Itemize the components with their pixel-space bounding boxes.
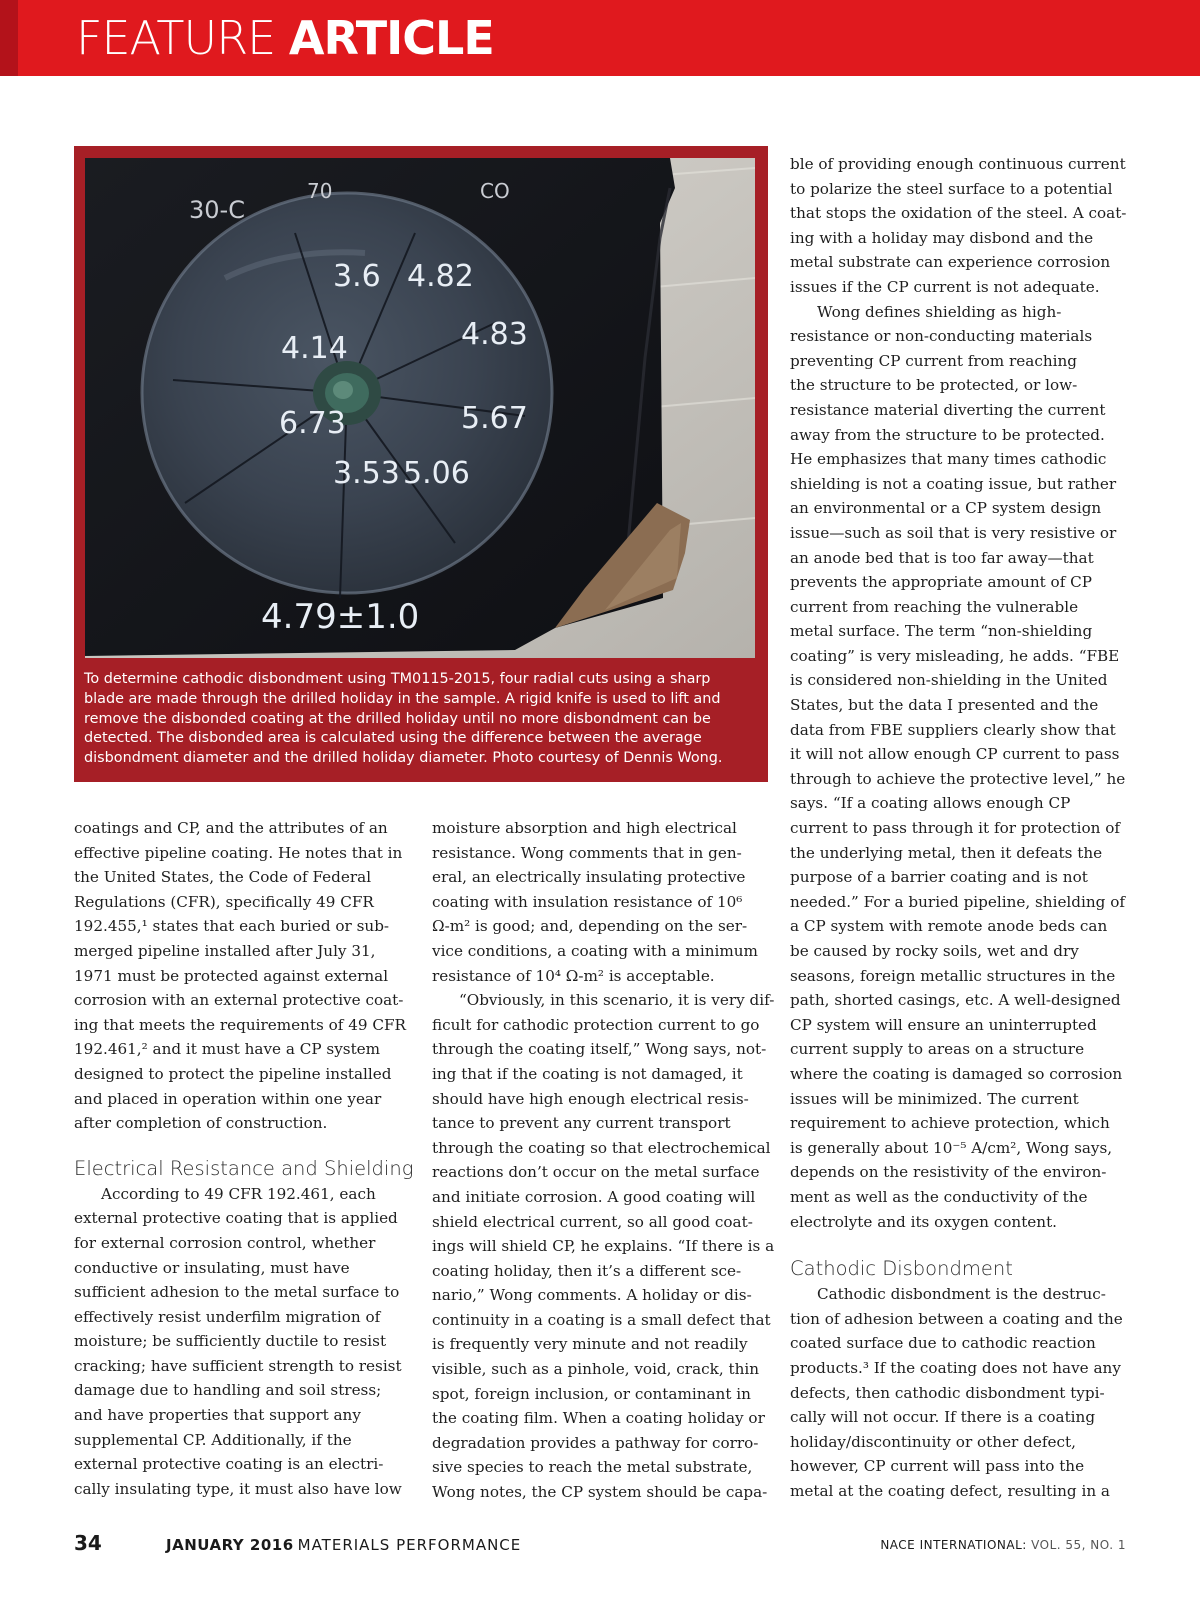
caption-line: detected. The disbonded area is calculated using the difference between the average: [84, 730, 702, 747]
text-line: current from reaching the vulnerable: [790, 597, 1079, 616]
text-line: ing with a holiday may disbond and the: [790, 228, 1094, 247]
text-line: Regulations (CFR), specifically 49 CFR: [74, 892, 374, 911]
text-line: “Obviously, in this scenario, it is very dif-: [459, 991, 775, 1010]
text-line: ings will shield CP, he explains. “If there is a: [432, 1237, 775, 1256]
text-line: spot, foreign inclusion, or contaminant in: [432, 1384, 751, 1403]
text-line: cally will not occur. If there is a coating: [790, 1408, 1096, 1427]
text-line: 192.455,¹ states that each buried or sub-: [74, 917, 390, 936]
text-line: metal surface. The term “non-shielding: [790, 622, 1093, 641]
text-line: resistance material diverting the current: [790, 400, 1106, 419]
text-line: products.³ If the coating does not have any: [790, 1358, 1121, 1377]
text-line: electrolyte and its oxygen content.: [790, 1212, 1058, 1231]
text-line: 192.461,² and it must have a CP system: [74, 1040, 381, 1059]
text-line: effectively resist underfilm migration of: [74, 1307, 381, 1326]
reading-7: 3.53: [333, 456, 400, 491]
text-line: data from FBE suppliers clearly show that: [790, 720, 1116, 739]
paragraph: [790, 300, 1130, 1235]
text-line: Wong notes, the CP system should be capa-: [432, 1483, 768, 1502]
publisher-line: [880, 1538, 1126, 1552]
issue-date: JANUARY 2016: [166, 1536, 294, 1554]
feature-banner: [0, 0, 1200, 76]
text-line: that stops the oxidation of the steel. A coat-: [790, 204, 1127, 223]
column-3: [790, 152, 1130, 1503]
text-line: metal at the coating defect, resulting in a: [790, 1481, 1110, 1500]
text-line: cally insulating type, it must also have low: [74, 1479, 402, 1498]
text-line: conductive or insulating, must have: [74, 1258, 350, 1277]
text-line: cracking; have sufficient strength to resist: [74, 1356, 402, 1375]
column-2: [432, 816, 775, 1505]
text-line: degradation provides a pathway for corro-: [432, 1433, 759, 1452]
reading-8: 5.06: [403, 456, 470, 491]
text-line: issue—such as soil that is very resistive or: [790, 523, 1117, 542]
figure: [74, 146, 768, 782]
publisher-org: NACE INTERNATIONAL:: [880, 1538, 1027, 1552]
text-line: through the coating so that electrochemical: [432, 1138, 771, 1157]
page-number: 34: [74, 1531, 102, 1555]
average-reading: 4.79±1.0: [261, 597, 420, 637]
magazine-name: MATERIALS PERFORMANCE: [297, 1536, 522, 1554]
text-line: eral, an electrically insulating protective: [432, 868, 746, 887]
text-line: tance to prevent any current transport: [432, 1114, 731, 1133]
section-heading: Electrical Resistance and Shielding: [74, 1156, 414, 1180]
volume-issue: VOL. 55, NO. 1: [1031, 1538, 1126, 1552]
text-line: issues if the CP current is not adequate.: [790, 277, 1100, 296]
text-line: the coating film. When a coating holiday or: [432, 1409, 765, 1428]
text-line: to polarize the steel surface to a potential: [790, 179, 1113, 198]
text-line: Ω-m² is good; and, depending on the ser-: [432, 917, 748, 936]
text-line: current to pass through it for protection of: [790, 819, 1121, 838]
text-line: visible, such as a pinhole, void, crack, thin: [432, 1360, 760, 1379]
text-line: for external corrosion control, whether: [74, 1233, 376, 1252]
section-heading: Cathodic Disbondment: [790, 1257, 1013, 1281]
text-line: the structure to be protected, or low-: [790, 376, 1078, 395]
paragraph: [74, 1182, 414, 1502]
text-line: designed to protect the pipeline installed: [74, 1064, 392, 1083]
text-line: says. “If a coating allows enough CP: [790, 794, 1071, 813]
issue-line: [166, 1536, 521, 1554]
text-line: CP system will ensure an uninterrupted: [790, 1015, 1097, 1034]
text-line: an anode bed that is too far away—that: [790, 548, 1094, 567]
text-line: preventing CP current from reaching: [790, 351, 1077, 370]
text-line: effective pipeline coating. He notes that in: [74, 843, 403, 862]
text-line: tion of adhesion between a coating and the: [790, 1309, 1123, 1328]
text-line: defects, then cathodic disbondment typi-: [790, 1383, 1105, 1402]
text-line: coating holiday, then it’s a different sce-: [432, 1261, 742, 1280]
figure-caption: [84, 670, 760, 769]
text-line: requirement to achieve protection, which: [790, 1114, 1110, 1133]
text-line: depends on the resistivity of the environ-: [790, 1163, 1107, 1182]
text-line: it will not allow enough CP current to pass: [790, 745, 1120, 764]
text-line: through to achieve the protective level,” he: [790, 769, 1126, 788]
text-line: sive species to reach the metal substrate,: [432, 1458, 753, 1477]
text-line: the United States, the Code of Federal: [74, 868, 372, 887]
text-line: He emphasizes that many times cathodic: [790, 450, 1107, 469]
corner-label: 30-C: [189, 196, 245, 224]
text-line: path, shorted casings, etc. A well-designed: [790, 991, 1121, 1010]
text-line: through the coating itself,” Wong says, not-: [432, 1040, 767, 1059]
text-line: external protective coating is an electri-: [74, 1455, 384, 1474]
text-line: the underlying metal, then it defeats the: [790, 843, 1103, 862]
text-line: issues will be minimized. The current: [790, 1089, 1079, 1108]
text-line: According to 49 CFR 192.461, each: [101, 1184, 376, 1203]
reading-5: 6.73: [279, 406, 346, 441]
text-line: holiday/discontinuity or other defect,: [790, 1432, 1076, 1451]
disbondment-sample-photo: [85, 158, 755, 658]
text-line: prevents the appropriate amount of CP: [790, 573, 1092, 592]
text-line: ficult for cathodic protection current to go: [432, 1015, 760, 1034]
banner-title-bold: ARTICLE: [288, 11, 494, 65]
text-line: sufficient adhesion to the metal surface to: [74, 1283, 400, 1302]
text-line: corrosion with an external protective coat-: [74, 991, 404, 1010]
text-line: shielding is not a coating issue, but rather: [790, 474, 1117, 493]
text-line: ing that if the coating is not damaged, it: [432, 1064, 743, 1083]
banner-title: [76, 12, 494, 64]
caption-line: disbondment diameter and the drilled holiday diameter. Photo courtesy of Dennis Wong.: [84, 750, 723, 767]
text-line: Wong defines shielding as high-: [817, 302, 1062, 321]
text-line: a CP system with remote anode beds can: [790, 917, 1108, 936]
text-line: States, but the data I presented and the: [790, 696, 1099, 715]
text-line: moisture; be sufficiently ductile to resist: [74, 1332, 387, 1351]
text-line: and have properties that support any: [74, 1406, 361, 1425]
text-line: merged pipeline installed after July 31,: [74, 941, 376, 960]
text-line: and initiate corrosion. A good coating will: [432, 1187, 756, 1206]
text-line: seasons, foreign metallic structures in the: [790, 966, 1116, 985]
reading-2: 4.82: [407, 259, 474, 294]
text-line: ble of providing enough continuous current: [790, 155, 1126, 173]
paragraph: [432, 988, 775, 1504]
text-line: resistance or non-conducting materials: [790, 327, 1093, 346]
text-line: is frequently very minute and not readily: [432, 1335, 748, 1354]
text-line: however, CP current will pass into the: [790, 1457, 1085, 1476]
text-line: coated surface due to cathodic reaction: [790, 1334, 1096, 1353]
text-line: be caused by rocky soils, wet and dry: [790, 942, 1079, 960]
text-line: coating with insulation resistance of 10⁶: [432, 892, 743, 911]
column-1: [74, 816, 414, 1501]
caption-line: blade are made through the drilled holiday in the sample. A rigid knife is used to lift and: [84, 690, 721, 707]
top-mark-2: CO: [480, 179, 510, 203]
caption-line: To determine cathodic disbondment using TM0115-2015, four radial cuts using a sharp: [84, 671, 711, 687]
text-line: resistance of 10⁴ Ω-m² is acceptable.: [432, 966, 715, 985]
text-line: is considered non-shielding in the United: [790, 671, 1108, 690]
top-mark: 70: [307, 179, 333, 203]
text-line: supplemental CP. Additionally, if the: [74, 1430, 352, 1449]
text-line: Cathodic disbondment is the destruc-: [817, 1285, 1106, 1304]
text-line: 1971 must be protected against external: [74, 966, 389, 985]
text-line: external protective coating that is applied: [74, 1209, 398, 1228]
text-line: where the coating is damaged so corrosion: [790, 1064, 1123, 1083]
reading-6: 5.67: [461, 401, 528, 436]
text-line: continuity in a coating is a small defect that: [432, 1310, 771, 1329]
text-line: moisture absorption and high electrical: [432, 819, 737, 837]
paragraph: [432, 816, 772, 988]
text-line: coatings and CP, and the attributes of an: [74, 819, 388, 837]
text-line: current supply to areas on a structure: [790, 1040, 1085, 1059]
text-line: and placed in operation within one year: [74, 1089, 382, 1108]
text-line: purpose of a barrier coating and is not: [790, 868, 1088, 887]
text-line: away from the structure to be protected.: [790, 425, 1105, 444]
text-line: is generally about 10⁻⁵ A/cm², Wong says,: [790, 1138, 1113, 1157]
text-line: metal substrate can experience corrosion: [790, 253, 1111, 272]
reading-4: 4.83: [461, 317, 528, 352]
text-line: ment as well as the conductivity of the: [790, 1187, 1088, 1206]
text-line: after completion of construction.: [74, 1114, 328, 1133]
text-line: needed.” For a buried pipeline, shielding of: [790, 892, 1125, 911]
text-line: reactions don’t occur on the metal surface: [432, 1163, 760, 1182]
text-line: resistance. Wong comments that in gen-: [432, 843, 742, 862]
banner-title-light: FEATURE: [76, 11, 289, 65]
text-line: vice conditions, a coating with a minimum: [432, 941, 758, 960]
text-line: nario,” Wong comments. A holiday or dis-: [432, 1286, 752, 1305]
reading-3: 4.14: [281, 331, 348, 366]
text-line: shield electrical current, so all good coat-: [432, 1212, 753, 1231]
reading-1: 3.6: [333, 259, 381, 294]
banner-edge: [0, 0, 18, 76]
text-line: an environmental or a CP system design: [790, 499, 1102, 518]
paragraph: [790, 1282, 1130, 1503]
text-line: coating” is very misleading, he adds. “FBE: [790, 646, 1120, 665]
text-line: damage due to handling and soil stress;: [74, 1381, 382, 1400]
caption-line: remove the disbonded coating at the drilled holiday until no more disbondment can be: [84, 710, 711, 727]
text-line: ing that meets the requirements of 49 CFR: [74, 1015, 406, 1034]
paragraph: [74, 816, 414, 1136]
paragraph: [790, 152, 1130, 300]
text-line: should have high enough electrical resis-: [432, 1089, 749, 1108]
